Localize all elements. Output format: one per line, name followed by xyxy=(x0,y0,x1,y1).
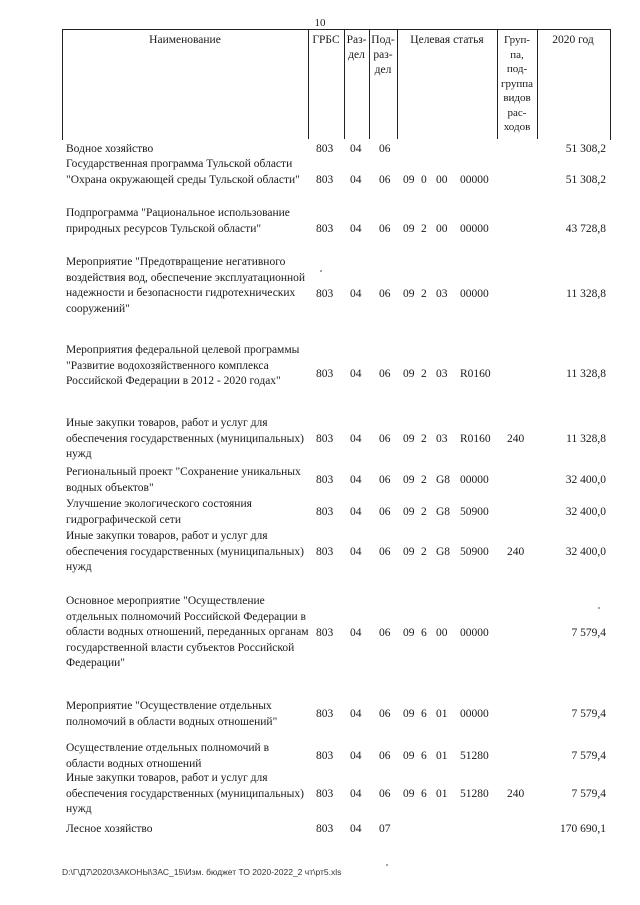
row-grbs: 803 xyxy=(316,174,334,186)
row-grbs: 803 xyxy=(316,750,334,762)
row-name: Подпрограмма "Рациональное использование природных ресурсов Тульской области" xyxy=(66,207,290,235)
row-pod: 06 xyxy=(379,546,391,558)
row-amount: 7 579,4 xyxy=(571,627,606,639)
row-target-event: G8 xyxy=(436,506,451,518)
row-target-subprogram: 6 xyxy=(421,708,427,720)
header-pod-line: раз- xyxy=(373,49,393,61)
row-target-direction: R0160 xyxy=(460,433,491,445)
header-vr-line: па, xyxy=(510,48,524,61)
row-expense-type: 240 xyxy=(507,788,525,800)
header-vr-line: Груп- xyxy=(503,34,531,46)
row-target-direction: 51280 xyxy=(460,788,489,800)
row-target-direction: 00000 xyxy=(460,708,489,720)
row-target-direction: 00000 xyxy=(460,174,489,186)
row-razd: 04 xyxy=(350,546,362,558)
row-target-event: G8 xyxy=(436,474,451,486)
row-pod: 07 xyxy=(379,823,391,835)
row-grbs: 803 xyxy=(316,474,334,486)
row-razd: 04 xyxy=(350,750,362,762)
row-target-direction: R0160 xyxy=(460,368,491,380)
header-razd-line: Раз- xyxy=(346,34,367,46)
row-target-subprogram: 0 xyxy=(421,174,427,186)
row-razd: 04 xyxy=(350,474,362,486)
row-target-subprogram: 2 xyxy=(421,223,427,235)
row-target-event: 00 xyxy=(436,223,448,235)
page-number: 10 xyxy=(314,17,326,29)
row-amount: 11 328,8 xyxy=(566,433,606,445)
row-target-subprogram: 2 xyxy=(421,546,427,558)
row-grbs: 803 xyxy=(316,288,334,300)
header-vr-line: видов xyxy=(503,92,531,104)
row-target-direction: 00000 xyxy=(460,474,489,486)
row-razd: 04 xyxy=(350,143,362,155)
row-razd: 04 xyxy=(350,506,362,518)
row-grbs: 803 xyxy=(316,143,334,155)
row-amount: 7 579,4 xyxy=(571,750,606,762)
header-vr-line: группа xyxy=(500,77,534,90)
row-razd: 04 xyxy=(350,223,362,235)
row-expense-type: 240 xyxy=(507,546,525,558)
row-grbs: 803 xyxy=(316,433,334,445)
row-target-event: 03 xyxy=(436,433,448,445)
row-razd: 04 xyxy=(350,788,362,800)
row-amount: 7 579,4 xyxy=(571,708,606,720)
row-pod: 06 xyxy=(379,288,391,300)
row-amount: 11 328,8 xyxy=(566,288,606,300)
row-target-event: 01 xyxy=(436,708,448,720)
row-name: Иные закупки товаров, работ и услуг для обеспечения государственных (муниципальных) нужд xyxy=(66,772,304,815)
row-target-event: 01 xyxy=(436,788,448,800)
scan-speck xyxy=(386,864,388,866)
row-target-subprogram: 2 xyxy=(421,474,427,486)
row-target-program: 09 xyxy=(403,708,415,720)
row-pod: 06 xyxy=(379,174,391,186)
row-grbs: 803 xyxy=(316,708,334,720)
row-razd: 04 xyxy=(350,288,362,300)
row-target-event: 03 xyxy=(436,368,448,380)
row-target-program: 09 xyxy=(403,506,415,518)
row-target-event: 00 xyxy=(436,627,448,639)
row-target-direction: 00000 xyxy=(460,288,489,300)
row-name: Мероприятие "Предотвращение негативного воздействия вод, обеспечение эксплуатационной надежности и безопасности гидротехнических сооружений" xyxy=(66,256,306,315)
row-pod: 06 xyxy=(379,750,391,762)
row-target-subprogram: 6 xyxy=(421,788,427,800)
header-razd-line: дел xyxy=(348,49,365,61)
row-amount: 32 400,0 xyxy=(565,506,606,518)
header-pod-line: дел xyxy=(374,64,392,76)
scan-speck xyxy=(598,607,600,609)
row-target-direction: 00000 xyxy=(460,223,489,235)
row-target-program: 09 xyxy=(403,627,415,639)
row-pod: 06 xyxy=(379,708,391,720)
row-grbs: 803 xyxy=(316,627,334,639)
row-target-subprogram: 2 xyxy=(421,433,427,445)
row-target-direction: 50900 xyxy=(460,546,489,558)
row-target-program: 09 xyxy=(403,546,415,558)
row-target-event: 00 xyxy=(436,174,448,186)
row-amount: 51 308,2 xyxy=(565,174,606,186)
row-pod: 06 xyxy=(379,788,391,800)
row-amount: 32 400,0 xyxy=(565,474,606,486)
row-expense-type: 240 xyxy=(507,433,525,445)
row-grbs: 803 xyxy=(316,506,334,518)
row-name: Основное мероприятие "Осуществление отдельных полномочий Российской Федерации в области водных отношений, переданных органам государственной власти субъектов Российской Федерации" xyxy=(66,595,309,669)
header-year: 2020 год xyxy=(552,34,594,46)
row-amount: 170 690,1 xyxy=(560,823,606,835)
header-name: Наименование xyxy=(149,34,221,46)
row-target-program: 09 xyxy=(403,433,415,445)
row-grbs: 803 xyxy=(316,823,334,835)
row-target-program: 09 xyxy=(403,750,415,762)
row-grbs: 803 xyxy=(316,546,334,558)
row-pod: 06 xyxy=(379,368,391,380)
row-target-program: 09 xyxy=(403,288,415,300)
row-target-subprogram: 2 xyxy=(421,506,427,518)
row-razd: 04 xyxy=(350,708,362,720)
row-target-event: 01 xyxy=(436,750,448,762)
row-pod: 06 xyxy=(379,143,391,155)
row-pod: 06 xyxy=(379,433,391,445)
row-target-subprogram: 2 xyxy=(421,368,427,380)
row-target-direction: 00000 xyxy=(460,627,489,639)
row-pod: 06 xyxy=(379,223,391,235)
row-target-program: 09 xyxy=(403,223,415,235)
row-target-event: 03 xyxy=(436,288,448,300)
row-amount: 7 579,4 xyxy=(571,788,606,800)
header-vr-line: рас- xyxy=(507,106,527,119)
row-razd: 04 xyxy=(350,823,362,835)
row-target-subprogram: 6 xyxy=(421,627,427,639)
row-razd: 04 xyxy=(350,627,362,639)
file-path-footer: D:\Г\Д7\2020\ЗАКОНЫ\ЗАС_15\Изм. бюджет ТО 2020-2022_2 чт\рт5.xls xyxy=(62,867,342,877)
row-name: Мероприятия федеральной целевой программы "Развитие водохозяйственного комплекса Российской Федерации в 2012 - 2020 годах" xyxy=(66,344,300,387)
row-target-direction: 51280 xyxy=(460,750,489,762)
row-name: Лесное хозяйство xyxy=(66,823,153,835)
row-name: Мероприятие "Осуществление отдельных полномочий в области водных отношений" xyxy=(66,700,278,728)
row-razd: 04 xyxy=(350,433,362,445)
row-name: Улучшение экологического состояния гидрографической сети xyxy=(66,498,252,526)
row-amount: 11 328,8 xyxy=(566,368,606,380)
header-pod-line: Под- xyxy=(371,34,395,46)
row-pod: 06 xyxy=(379,474,391,486)
row-razd: 04 xyxy=(350,174,362,186)
row-amount: 43 728,8 xyxy=(565,223,606,235)
row-name: Осуществление отдельных полномочий в области водных отношений xyxy=(66,742,270,770)
row-name: Иные закупки товаров, работ и услуг для обеспечения государственных (муниципальных) нужд xyxy=(66,530,304,573)
row-grbs: 803 xyxy=(316,368,334,380)
row-grbs: 803 xyxy=(316,223,334,235)
row-target-subprogram: 6 xyxy=(421,750,427,762)
row-razd: 04 xyxy=(350,368,362,380)
row-target-direction: 50900 xyxy=(460,506,489,518)
row-target-program: 09 xyxy=(403,788,415,800)
row-name: Региональный проект "Сохранение уникальных водных объектов" xyxy=(66,466,301,494)
header-vr-line: под- xyxy=(506,63,528,75)
row-amount: 51 308,2 xyxy=(565,143,606,155)
row-grbs: 803 xyxy=(316,788,334,800)
row-pod: 06 xyxy=(379,506,391,518)
row-target-event: G8 xyxy=(436,546,451,558)
header-vr-line: ходов xyxy=(503,121,531,133)
scan-speck xyxy=(320,270,322,272)
row-target-program: 09 xyxy=(403,474,415,486)
row-target-program: 09 xyxy=(403,174,415,186)
row-target-subprogram: 2 xyxy=(421,288,427,300)
header-grbs: ГРБС xyxy=(312,34,340,46)
row-amount: 32 400,0 xyxy=(565,546,606,558)
row-name: Государственная программа Тульской области "Охрана окружающей среды Тульской области" xyxy=(66,158,300,186)
row-pod: 06 xyxy=(379,627,391,639)
header-target: Целевая статья xyxy=(410,34,484,46)
row-target-program: 09 xyxy=(403,368,415,380)
row-name: Иные закупки товаров, работ и услуг для обеспечения государственных (муниципальных) нужд xyxy=(66,417,304,460)
row-name: Водное хозяйство xyxy=(66,143,154,155)
